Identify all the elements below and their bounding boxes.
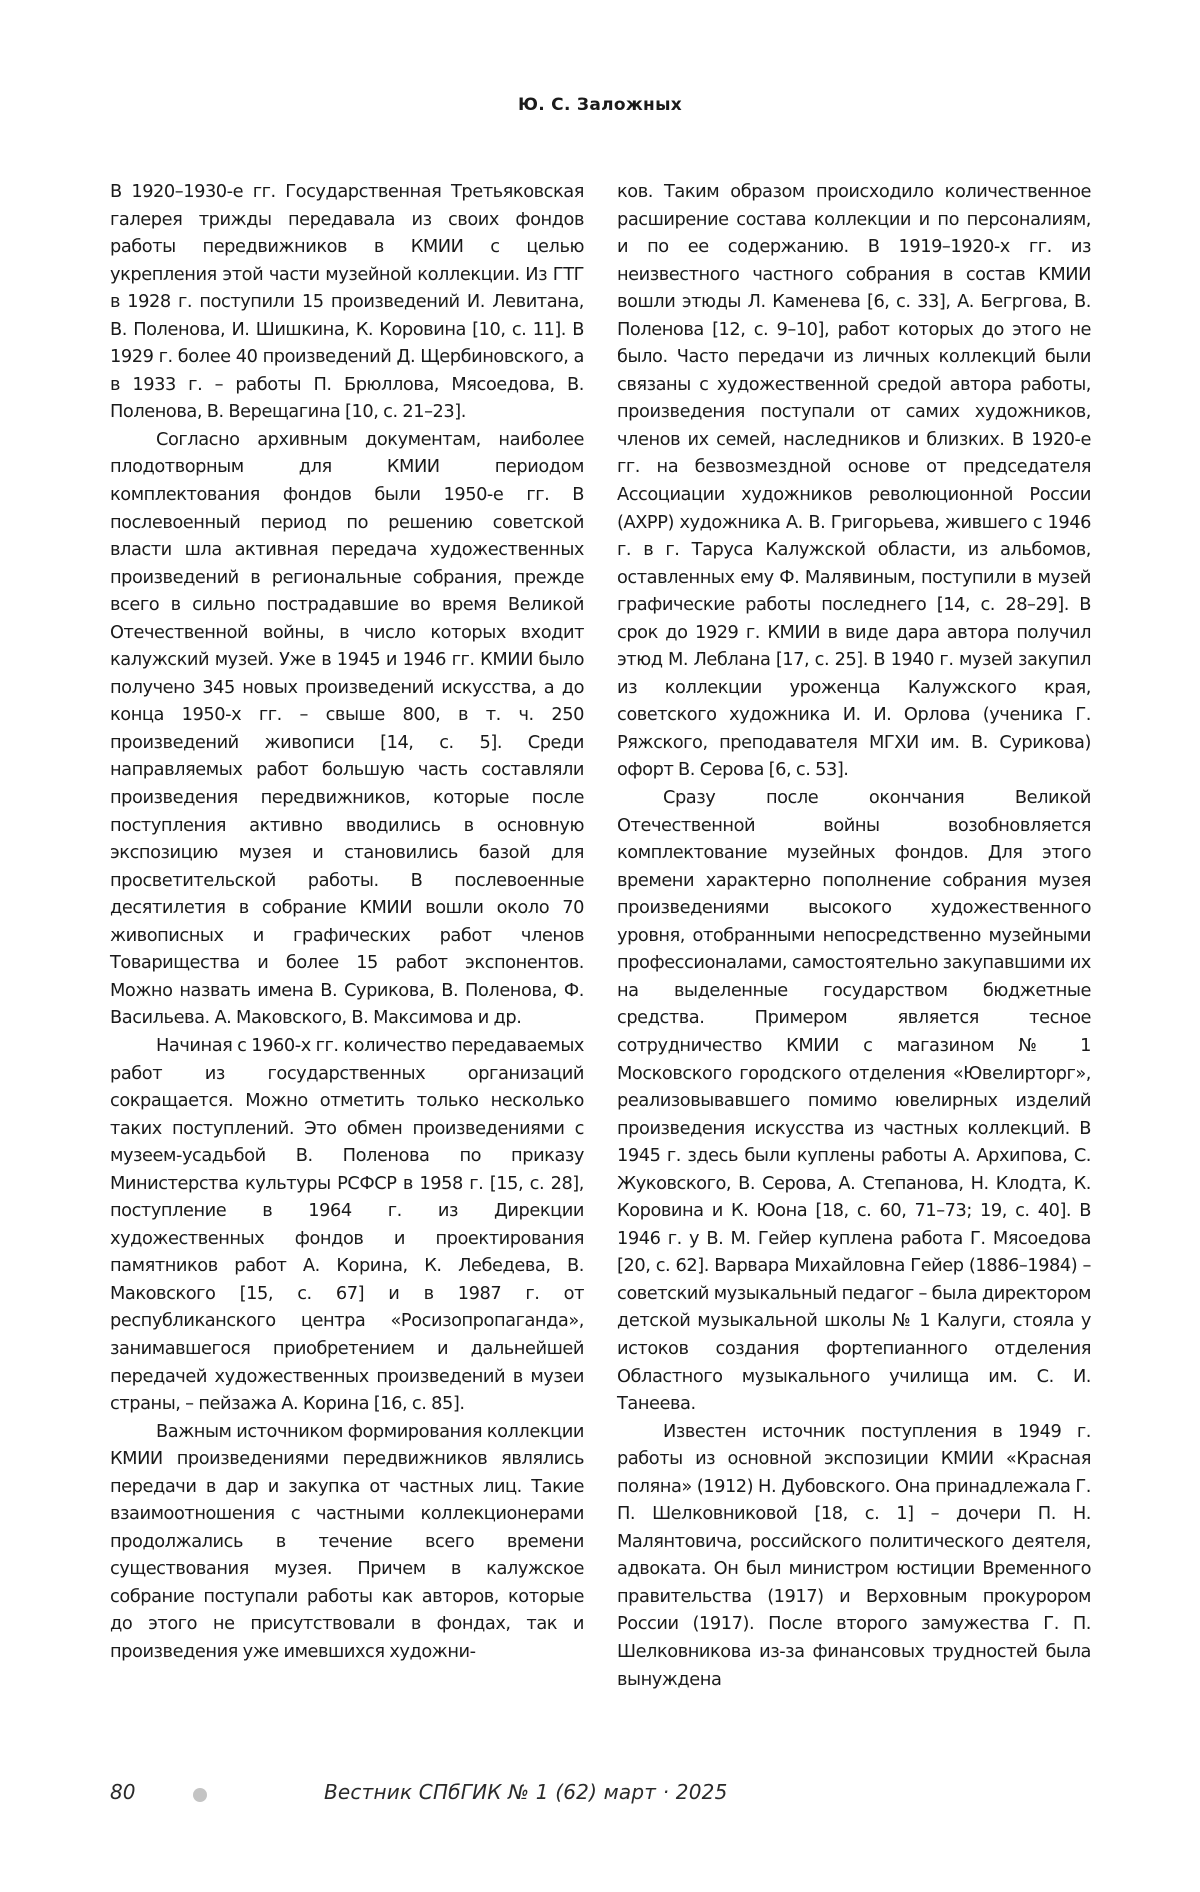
paragraph: В 1920–1930-е гг. Государственная Третьяковская галерея трижды передавала из своих фондов работы передвижников в КМИИ с целью укрепления этой части музейной коллекции. Из ГТГ в 1928 г. поступили 15 произведений И. Левитана, В. Поленова, И. Шишкина, К. Коровина [10, с. 11]. В 1929 г. более 40 произведений Д. Щербиновского, а в 1933 г. – работы П. Брюллова, Мясоедова, В. Поленова, В. Верещагина [10, с. 21–23]. [110,181,584,423]
journal-title: Вестник СПбГИК № 1 (62) март · 2025 [324,1780,728,1804]
footer-dot-ornament [193,1788,207,1802]
text-column-left [110,178,584,1666]
running-header-author: Ю. С. Заложных [517,95,683,115]
paragraph: Сразу после окончания Великой Отечественной войны возобновляется комплектование музейных фондов. Для этого времени характерно пополнение собрания музея произведениями высокого художественного уровня, отобранными непосредственно музейными профессионалами, самостоятельно закупавшими их на выделенные государством бюджетные средства. Примером является тесное сотрудничество КМИИ с магазином № 1 Московского городского отделения «Ювелирторг», реализовывавшего помимо ювелирных изделий произведения искусства из частных коллекций. В 1945 г. здесь были куплены работы А. Архипова, С. Жуковского, В. Серова, А. Степанова, Н. Клодта, К. Коровина и К. Юона [18, с. 60, 71–73; 19, с. 40]. В 1946 г. у В. М. Гейер куплена работа Г. Мясоедова [20, с. 62]. Варвара Михайловна Гейер (1886–1984) – советский музыкальный педагог – была директором детской музыкальной школы № 1 Калуги, стояла у истоков создания фортепианного отделения Областного музыкального училища им. С. И. Танеева. [617,787,1091,1415]
page-number: 80 [110,1780,136,1804]
paragraph: Согласно архивным документам, наиболее плодотворным для КМИИ периодом комплектования фондов были 1950-е гг. В послевоенный период по решению советской власти шла активная передача художественных произведений в региональные собрания, прежде всего в сильно пострадавшие во время Великой Отечественной войны, в число которых входит калужский музей. Уже в 1945 и 1946 гг. КМИИ было получено 345 новых произведений искусства, а до конца 1950-х гг. – свыше 800, в т. ч. 250 произведений живописи [14, с. 5]. Среди направляемых работ большую часть составляли произведения передвижников, которые после поступления активно вводились в основную экспозицию музея и становились базой для просветительской работы. В послевоенные десятилетия в собрание КМИИ вошли около 70 живописных и графических работ членов Товарищества и более 15 работ экспонентов. Можно назвать имена В. Сурикова, В. Поленова, Ф. Васильева. А. Маковского, В. Максимова и др. [110,428,584,1029]
text-column-right [617,178,1091,1693]
paragraph: Начиная с 1960-х гг. количество передаваемых работ из государственных организаций сокращается. Можно отметить только несколько таких поступлений. Это обмен произведениями с музеем-усадьбой В. Поленова по приказу Министерства культуры РСФСР в 1958 г. [15, с. 28], поступление в 1964 г. из Дирекции художественных фондов и проектирования памятников работ А. Корина, К. Лебедева, В. Маковского [15, с. 67] и в 1987 г. от республиканского центра «Росизопропаганда», занимавшегося приобретением и дальнейшей передачей художественных произведений в музеи страны, – пейзажа А. Корина [16, с. 85]. [110,1034,584,1415]
paragraph: Важным источником формирования коллекции КМИИ произведениями передвижников являлись передачи в дар и закупка от частных лиц. Такие взаимоотношения с частными коллекционерами продолжались в течение всего времени существования музея. Причем в калужское собрание поступали работы как авторов, которые до этого не присутствовали в фондах, так и произведения уже имевшихся художни- [110,1420,584,1662]
page-footer [0,1780,1200,1810]
paragraph: ков. Таким образом происходило количественное расширение состава коллекции и по персоналиям, и по ее содержанию. В 1919–1920-х гг. из неизвестного частного собрания в состав КМИИ вошли этюды Л. Каменева [6, с. 33], А. Бегргова, В. Поленова [12, с. 9–10], работ которых до этого не было. Часто передачи из личных коллекций были связаны с художественной средой автора работы, произведения поступали от самих художников, членов их семей, наследников и близких. В 1920-е гг. на безвозмездной основе от председателя Ассоциации художников революционной России (АХРР) художника А. В. Григорьева, жившего с 1946 г. в г. Таруса Калужской области, из альбомов, оставленных ему Ф. Малявиным, поступили в музей графические работы последнего [14, с. 28–29]. В срок до 1929 г. КМИИ в виде дара автора получил этюд М. Леблана [17, с. 25]. В 1940 г. музей закупил из коллекции уроженца Калужского края, советского художника И. И. Орлова (ученика Г. Ряжского, преподавателя МГХИ им. В. Сурикова) офорт В. Серова [6, с. 53]. [617,181,1091,781]
paragraph: Известен источник поступления в 1949 г. работы из основной экспозиции КМИИ «Красная поляна» (1912) Н. Дубовского. Она принадлежала Г. П. Шелковниковой [18, с. 1] – дочери П. Н. Малянтовича, российского политического деятеля, адвоката. Он был министром юстиции Временного правительства (1917) и Верховным прокурором России (1917). После второго замужества Г. П. Шелковникова из-за финансовых трудностей была вынуждена [617,1420,1091,1690]
